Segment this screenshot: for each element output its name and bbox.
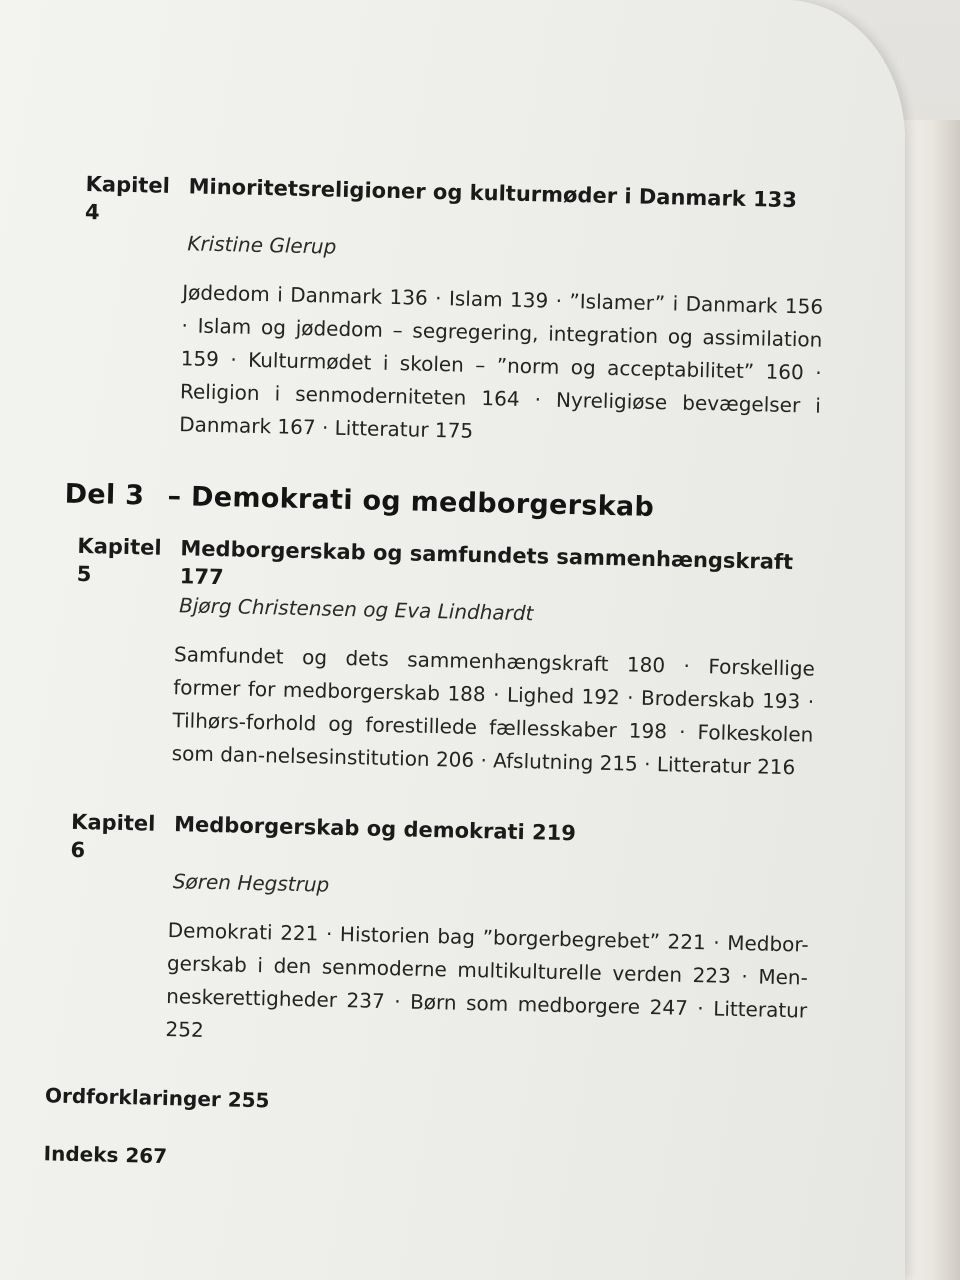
chapter-title: Medborgerskab og samfundets sammenhængskraft 177 [179, 536, 794, 590]
chapter-label: Kapitel 6 [70, 809, 156, 863]
table-of-contents [43, 170, 825, 1183]
chapter-author: Bjørg Christensen og Eva Lindhardt [178, 593, 534, 626]
chapter-sections: Jødedom i Danmark 136 · Islam 139 · ”Islamer” i Danmark 156 · Islam og jødedom – segregering, integration og assimilation 159 · Kulturmødet i skolen – ”norm og acceptabilitet” 160 · Religion i senmoderniteten 164 · Nyreligiøse bevægelser i Danmark 167 · Litteratur 175 [178, 280, 824, 443]
chapter-author: Kristine Glerup [187, 231, 337, 259]
chapter-author: Søren Hegstrup [172, 869, 330, 897]
chapter-title: Minoritetsreligioner og kulturmøder i Danmark 133 [188, 174, 798, 213]
chapter-title: Medborgerskab og demokrati 219 [173, 812, 577, 846]
back-matter-glossary: Ordforklaringer 255 [44, 1083, 270, 1113]
chapter-label: Kapitel 4 [84, 171, 171, 225]
back-matter-index: Indeks 267 [43, 1141, 168, 1169]
chapter-sections: Demokrati 221 · Historien bag ”borgerbegrebet” 221 · Medbor-gerskab i den senmoderne multikulturelle verden 223 · Men-neskerettigheder 237 · Børn som medborgere 247 · Litteratur 252 [165, 918, 809, 1042]
chapter-entry [66, 808, 811, 1061]
chapter-sections: Samfundet og dets sammenhængskraft 180 · Forskellige former for medborgerskab 188 · Lighed 192 · Broderskab 193 · Tilhørs-forhold og forestillede fællesskaber 198 · Folkeskolen som dan-nelsesinstitution 206 · Afslutning 215 · Litteratur 216 [171, 642, 816, 780]
part-title: – Demokrati og medborgerskab [167, 480, 655, 523]
chapter-entry [80, 170, 826, 456]
chapter-label: Kapitel 5 [76, 533, 162, 587]
part-heading [64, 479, 819, 527]
chapter-entry [72, 532, 817, 785]
part-label: Del 3 [64, 478, 145, 512]
